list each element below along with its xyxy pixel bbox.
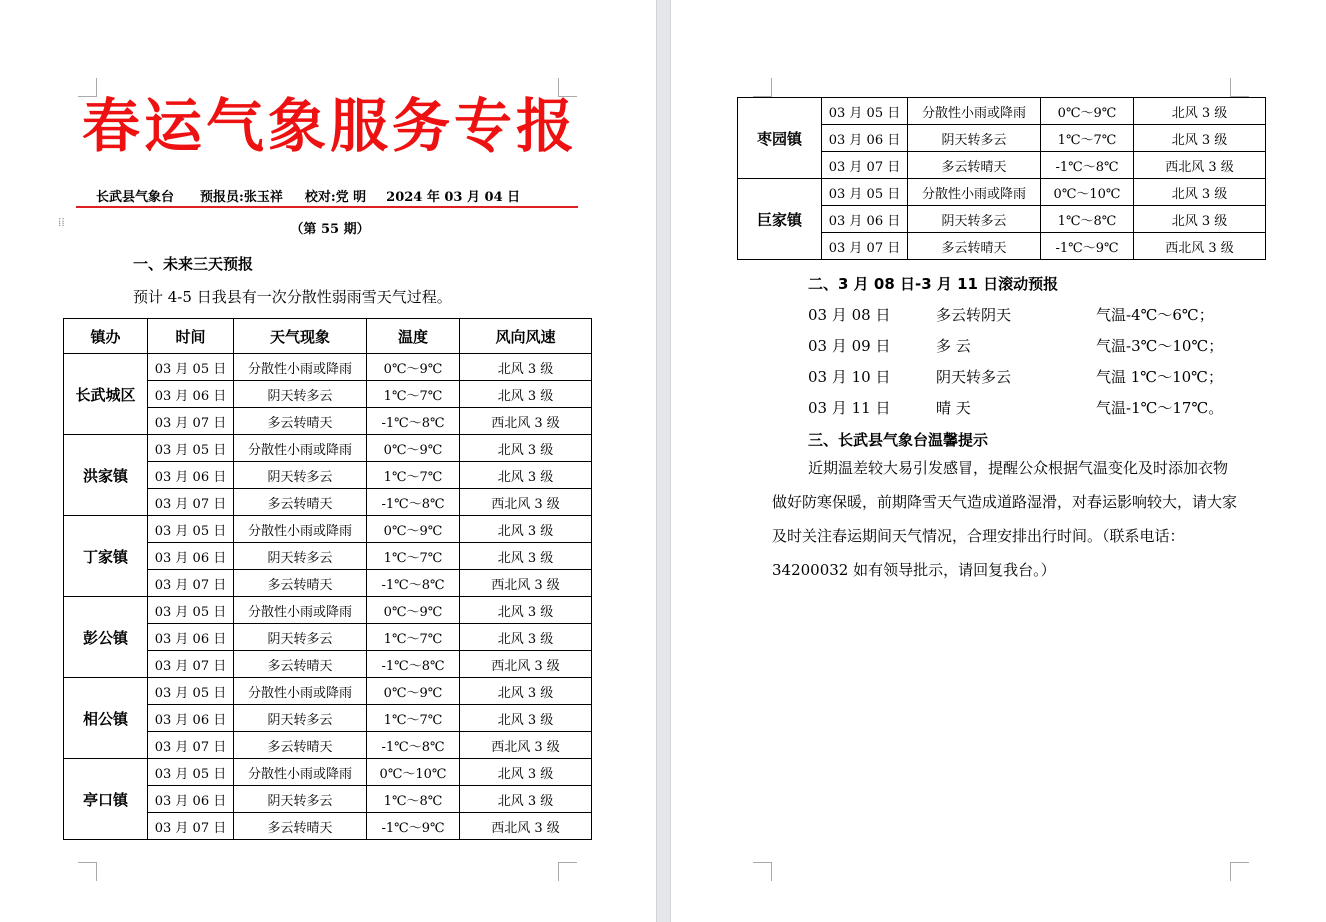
- rolling-temp: 气温-3℃～10℃；: [1096, 337, 1224, 355]
- rolling-temp: 气温-4℃～6℃；: [1096, 306, 1214, 324]
- date-cell: 03 月 07 日: [822, 233, 908, 260]
- crop-mark: [753, 78, 772, 97]
- rolling-date: 03 月 11 日: [808, 399, 891, 417]
- table-row: [738, 98, 1266, 125]
- temp-cell: -1℃～8℃: [367, 408, 460, 435]
- weather-cell: 分散性小雨或降雨: [234, 597, 367, 624]
- date-cell: 03 月 07 日: [148, 651, 234, 678]
- header-red-rule: [76, 206, 578, 208]
- rolling-temp: 气温-1℃～17℃。: [1096, 399, 1224, 417]
- town-name-cell: 枣园镇: [738, 98, 822, 179]
- table-row: [64, 597, 592, 624]
- temp-cell: 1℃～7℃: [367, 705, 460, 732]
- table-row: [64, 678, 592, 705]
- crop-mark: [1230, 78, 1249, 97]
- wind-cell: 西北风 3 级: [1134, 233, 1266, 260]
- weather-cell: 分散性小雨或降雨: [234, 759, 367, 786]
- section-2-title: 二、3 月 08 日-3 月 11 日滚动预报: [808, 275, 1059, 293]
- wind-cell: 北风 3 级: [460, 543, 592, 570]
- crop-mark: [78, 862, 97, 881]
- date-cell: 03 月 05 日: [148, 597, 234, 624]
- temp-cell: -1℃～8℃: [367, 570, 460, 597]
- temp-cell: 1℃～7℃: [1041, 125, 1134, 152]
- temp-cell: 1℃～7℃: [367, 381, 460, 408]
- temp-cell: 0℃～9℃: [1041, 98, 1134, 125]
- date-cell: 03 月 05 日: [822, 98, 908, 125]
- date-cell: 03 月 07 日: [148, 489, 234, 516]
- col-header-town: 镇办: [64, 319, 148, 354]
- temp-cell: -1℃～8℃: [367, 732, 460, 759]
- weather-cell: 多云转晴天: [908, 233, 1041, 260]
- report-header: [76, 186, 576, 205]
- crop-mark: [558, 862, 577, 881]
- weather-cell: 多云转晴天: [234, 408, 367, 435]
- table-header-row: [64, 319, 592, 354]
- date-cell: 03 月 06 日: [148, 462, 234, 489]
- rolling-weather: 晴 天: [936, 399, 971, 417]
- weather-cell: 阴天转多云: [234, 705, 367, 732]
- date-cell: 03 月 06 日: [822, 206, 908, 233]
- wind-cell: 西北风 3 级: [460, 813, 592, 840]
- wind-cell: 北风 3 级: [460, 786, 592, 813]
- weather-cell: 阴天转多云: [234, 543, 367, 570]
- date-cell: 03 月 06 日: [822, 125, 908, 152]
- temp-cell: -1℃～9℃: [1041, 233, 1134, 260]
- weather-cell: 分散性小雨或降雨: [234, 435, 367, 462]
- col-header-wind: 风向风速: [460, 319, 592, 354]
- table-row: [64, 435, 592, 462]
- temp-cell: -1℃～8℃: [1041, 152, 1134, 179]
- weather-cell: 多云转晴天: [234, 651, 367, 678]
- wind-cell: 西北风 3 级: [460, 408, 592, 435]
- rolling-weather: 阴天转多云: [936, 368, 1012, 386]
- weather-cell: 阴天转多云: [908, 125, 1041, 152]
- drag-handle-icon[interactable]: ⁞⁞: [58, 215, 65, 229]
- town-name-cell: 彭公镇: [64, 597, 148, 678]
- town-name-cell: 长武城区: [64, 354, 148, 435]
- date-cell: 03 月 07 日: [148, 408, 234, 435]
- town-name-cell: 丁家镇: [64, 516, 148, 597]
- wind-cell: 西北风 3 级: [460, 732, 592, 759]
- temp-cell: 0℃～9℃: [367, 354, 460, 381]
- temp-cell: -1℃～8℃: [367, 651, 460, 678]
- section-3-title: 三、长武县气象台温馨提示: [808, 431, 989, 449]
- wind-cell: 北风 3 级: [460, 516, 592, 543]
- temp-cell: 1℃～7℃: [367, 462, 460, 489]
- town-name-cell: 亭口镇: [64, 759, 148, 840]
- rolling-weather: 多 云: [936, 337, 971, 355]
- date-cell: 03 月 06 日: [148, 381, 234, 408]
- wind-cell: 北风 3 级: [460, 597, 592, 624]
- header-org: 长武县气象台: [96, 190, 175, 205]
- page-gutter: [656, 0, 671, 922]
- wind-cell: 北风 3 级: [460, 678, 592, 705]
- col-header-weather: 天气现象: [234, 319, 367, 354]
- document-page-left: [0, 0, 656, 922]
- wind-cell: 北风 3 级: [460, 759, 592, 786]
- date-cell: 03 月 07 日: [148, 813, 234, 840]
- wind-cell: 西北风 3 级: [460, 651, 592, 678]
- weather-cell: 多云转晴天: [908, 152, 1041, 179]
- date-cell: 03 月 05 日: [822, 179, 908, 206]
- wind-cell: 北风 3 级: [460, 705, 592, 732]
- weather-cell: 分散性小雨或降雨: [234, 516, 367, 543]
- date-cell: 03 月 06 日: [148, 705, 234, 732]
- temp-cell: -1℃～9℃: [367, 813, 460, 840]
- date-cell: 03 月 07 日: [822, 152, 908, 179]
- table-row: [64, 759, 592, 786]
- weather-cell: 阴天转多云: [234, 624, 367, 651]
- temp-cell: 0℃～9℃: [367, 435, 460, 462]
- weather-cell: 阴天转多云: [234, 381, 367, 408]
- issue-number: （第 55 期）: [290, 222, 370, 237]
- temp-cell: 1℃～7℃: [367, 543, 460, 570]
- date-cell: 03 月 05 日: [148, 516, 234, 543]
- wind-cell: 北风 3 级: [460, 435, 592, 462]
- date-cell: 03 月 07 日: [148, 570, 234, 597]
- weather-cell: 阴天转多云: [234, 462, 367, 489]
- weather-cell: 阴天转多云: [234, 786, 367, 813]
- temp-cell: 0℃～10℃: [1041, 179, 1134, 206]
- table-row: [738, 179, 1266, 206]
- temp-cell: 0℃～9℃: [367, 678, 460, 705]
- section-1-intro: 预计 4-5 日我县有一次分散性弱雨雪天气过程。: [133, 288, 452, 306]
- rolling-date: 03 月 10 日: [808, 368, 891, 386]
- date-cell: 03 月 06 日: [148, 543, 234, 570]
- col-header-date: 时间: [148, 319, 234, 354]
- table-row: [64, 516, 592, 543]
- date-cell: 03 月 05 日: [148, 759, 234, 786]
- weather-cell: 多云转晴天: [234, 732, 367, 759]
- town-name-cell: 洪家镇: [64, 435, 148, 516]
- crop-mark: [753, 862, 772, 881]
- weather-cell: 分散性小雨或降雨: [234, 678, 367, 705]
- forecast-table-continued: [737, 97, 1266, 260]
- col-header-temp: 温度: [367, 319, 460, 354]
- rolling-weather: 多云转阴天: [936, 306, 1012, 324]
- date-cell: 03 月 06 日: [148, 624, 234, 651]
- date-cell: 03 月 06 日: [148, 786, 234, 813]
- wind-cell: 西北风 3 级: [460, 489, 592, 516]
- header-forecaster: 预报员:张玉祥: [200, 190, 283, 205]
- header-date: 2024 年 03 月 04 日: [386, 190, 521, 205]
- weather-cell: 多云转晴天: [234, 813, 367, 840]
- wind-cell: 北风 3 级: [1134, 98, 1266, 125]
- forecast-table: [63, 318, 592, 840]
- wind-cell: 北风 3 级: [460, 624, 592, 651]
- table-row: [64, 354, 592, 381]
- wind-cell: 北风 3 级: [460, 354, 592, 381]
- wind-cell: 北风 3 级: [1134, 206, 1266, 233]
- section-1-title: 一、未来三天预报: [133, 255, 254, 273]
- wind-cell: 北风 3 级: [1134, 125, 1266, 152]
- wind-cell: 北风 3 级: [1134, 179, 1266, 206]
- wind-cell: 北风 3 级: [460, 462, 592, 489]
- weather-cell: 多云转晴天: [234, 570, 367, 597]
- town-name-cell: 巨家镇: [738, 179, 822, 260]
- weather-cell: 多云转晴天: [234, 489, 367, 516]
- date-cell: 03 月 05 日: [148, 678, 234, 705]
- temp-cell: 1℃～8℃: [367, 786, 460, 813]
- weather-cell: 分散性小雨或降雨: [908, 98, 1041, 125]
- temp-cell: 0℃～10℃: [367, 759, 460, 786]
- town-name-cell: 相公镇: [64, 678, 148, 759]
- temp-cell: 1℃～7℃: [367, 624, 460, 651]
- temp-cell: 0℃～9℃: [367, 516, 460, 543]
- rolling-date: 03 月 09 日: [808, 337, 891, 355]
- crop-mark: [1230, 862, 1249, 881]
- wind-cell: 西北风 3 级: [1134, 152, 1266, 179]
- temp-cell: 0℃～9℃: [367, 597, 460, 624]
- date-cell: 03 月 05 日: [148, 435, 234, 462]
- rolling-temp: 气温 1℃～10℃；: [1096, 368, 1223, 386]
- temp-cell: -1℃～8℃: [367, 489, 460, 516]
- report-title: 春运气象服务专报: [81, 92, 578, 160]
- date-cell: 03 月 05 日: [148, 354, 234, 381]
- weather-cell: 分散性小雨或降雨: [908, 179, 1041, 206]
- temp-cell: 1℃～8℃: [1041, 206, 1134, 233]
- section-3-body: 近期温差较大易引发感冒，提醒公众根据气温变化及时添加衣物做好防寒保暖，前期降雪天气造成道路湿滑，对春运影响较大，请大家及时关注春运期间天气情况，合理安排出行时间。（联系电话：34200032 如有领导批示，请回复我台。）: [772, 459, 1238, 579]
- weather-cell: 分散性小雨或降雨: [234, 354, 367, 381]
- date-cell: 03 月 07 日: [148, 732, 234, 759]
- wind-cell: 北风 3 级: [460, 381, 592, 408]
- weather-cell: 阴天转多云: [908, 206, 1041, 233]
- wind-cell: 西北风 3 级: [460, 570, 592, 597]
- header-proofreader: 校对:党 明: [304, 190, 367, 205]
- rolling-date: 03 月 08 日: [808, 306, 891, 324]
